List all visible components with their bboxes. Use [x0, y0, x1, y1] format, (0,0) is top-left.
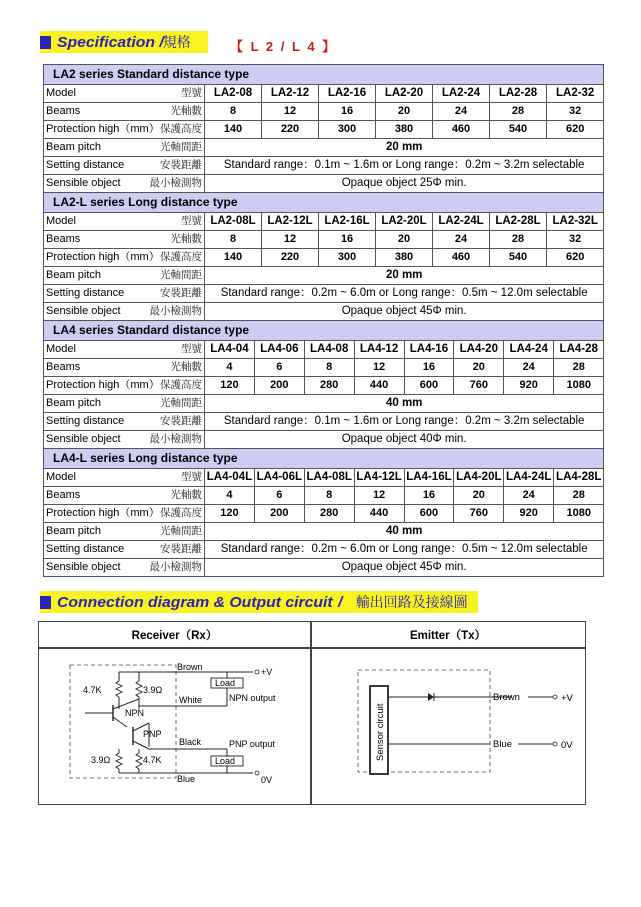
- model-cell: LA2-08: [205, 85, 262, 103]
- row-label: [44, 431, 205, 449]
- row-label-cn: 保護高度: [160, 251, 202, 263]
- series-title-row: [44, 321, 604, 341]
- beams-cell: 16: [319, 103, 376, 121]
- wire-brown-label: Brown: [177, 662, 203, 672]
- protection-cell: 540: [490, 121, 547, 139]
- protection-cell: 760: [454, 505, 504, 523]
- row-label: [44, 341, 205, 359]
- row-setting-distance: [44, 285, 604, 303]
- resistor-r4-label: 4.7K: [143, 755, 162, 765]
- row-label-en: Beam pitch: [46, 525, 102, 537]
- pnp-label: PNP: [143, 729, 162, 739]
- model-cell: LA2-12: [262, 85, 319, 103]
- beams-cell: 8: [304, 359, 354, 377]
- sensible-object-cell: Opaque object 40Φ min.: [205, 431, 604, 449]
- protection-cell: 380: [376, 249, 433, 267]
- model-cell: LA4-12: [354, 341, 404, 359]
- series-title: LA2 series Standard distance type: [44, 65, 604, 85]
- row-setting-distance: [44, 541, 604, 559]
- row-label-cn: 保護高度: [160, 379, 202, 391]
- setting-distance-cell: Standard range：0.1m ~ 1.6m or Long range：0.2m ~ 3.2m selectable: [205, 157, 604, 175]
- model-cell: LA4-04: [205, 341, 255, 359]
- model-cell: LA4-28: [554, 341, 604, 359]
- row-label-cn: 光軸數: [170, 105, 202, 117]
- sensible-object-cell: Opaque object 25Φ min.: [205, 175, 604, 193]
- row-model: [44, 85, 604, 103]
- row-label: [44, 121, 205, 139]
- beams-cell: 12: [354, 359, 404, 377]
- setting-distance-cell: Standard range：0.1m ~ 1.6m or Long range：0.2m ~ 3.2m selectable: [205, 413, 604, 431]
- row-beams: [44, 103, 604, 121]
- beams-cell: 16: [404, 487, 454, 505]
- row-label-cn: 型號: [181, 471, 202, 483]
- sensible-object-cell: Opaque object 45Φ min.: [205, 559, 604, 577]
- model-cell: LA4-20L: [454, 469, 504, 487]
- models-tag: 【 L 2 / L 4 】: [230, 39, 338, 54]
- spec-table: [43, 64, 604, 577]
- row-label: [44, 175, 205, 193]
- protection-cell: 760: [454, 377, 504, 395]
- row-label-cn: 保護高度: [160, 123, 202, 135]
- model-cell: LA4-16: [404, 341, 454, 359]
- rx-vplus-label: +V: [261, 667, 273, 677]
- row-label: [44, 505, 205, 523]
- row-label-en: Protection high（mm）: [46, 251, 160, 263]
- row-label: [44, 487, 205, 505]
- protection-cell: 920: [504, 505, 554, 523]
- row-label-cn: 光軸間距: [160, 269, 202, 281]
- protection-cell: 440: [354, 377, 404, 395]
- protection-cell: 220: [262, 249, 319, 267]
- row-label-en: Sensible object: [46, 305, 121, 317]
- wire-blue-label: Blue: [177, 774, 196, 784]
- row-model: [44, 213, 604, 231]
- row-beam-pitch: [44, 139, 604, 157]
- row-label-en: Protection high（mm）: [46, 123, 160, 135]
- row-label-cn: 型號: [181, 87, 202, 99]
- row-label-en: Model: [46, 215, 76, 227]
- row-label-en: Beam pitch: [46, 141, 102, 153]
- wire-white-label: White: [179, 695, 203, 705]
- beams-cell: 24: [504, 359, 554, 377]
- spec-header: [40, 31, 208, 53]
- row-label-cn: 光軸數: [170, 233, 202, 245]
- model-cell: LA2-28L: [490, 213, 547, 231]
- resistor-r3-label: 3.9Ω: [91, 755, 111, 765]
- protection-cell: 460: [433, 249, 490, 267]
- protection-cell: 620: [547, 121, 604, 139]
- model-cell: LA2-12L: [262, 213, 319, 231]
- row-label: [44, 523, 205, 541]
- row-label-en: Model: [46, 343, 76, 355]
- row-sensible-object: [44, 175, 604, 193]
- pnp-output-label: PNP output: [229, 739, 275, 749]
- row-label-cn: 最小檢測物: [149, 433, 202, 445]
- beams-cell: 6: [254, 359, 304, 377]
- protection-cell: 140: [205, 249, 262, 267]
- model-cell: LA4-08: [304, 341, 354, 359]
- row-label-cn: 型號: [181, 215, 202, 227]
- row-label: [44, 249, 205, 267]
- row-label: [44, 213, 205, 231]
- beams-cell: 24: [504, 487, 554, 505]
- row-label-en: Model: [46, 87, 76, 99]
- connection-header: [40, 591, 478, 613]
- row-beams: [44, 487, 604, 505]
- tx-vplus-label: +V: [561, 693, 573, 704]
- row-sensible-object: [44, 303, 604, 321]
- model-cell: LA4-16L: [404, 469, 454, 487]
- row-beam-pitch: [44, 523, 604, 541]
- row-label-en: Beams: [46, 489, 81, 501]
- row-label-en: Model: [46, 471, 76, 483]
- model-cell: LA4-06L: [254, 469, 304, 487]
- model-cell: LA4-24: [504, 341, 554, 359]
- row-label-cn: 最小檢測物: [149, 177, 202, 189]
- protection-cell: 600: [404, 505, 454, 523]
- row-protection-high: [44, 249, 604, 267]
- connection-title-en: Connection diagram & Output circuit: [57, 593, 333, 611]
- beam-pitch-cell: 40 mm: [205, 523, 604, 541]
- model-cell: LA2-16: [319, 85, 376, 103]
- row-label-cn: 安裝距離: [160, 287, 202, 299]
- model-cell: LA2-24: [433, 85, 490, 103]
- row-label: [44, 377, 205, 395]
- row-protection-high: [44, 121, 604, 139]
- beams-cell: 4: [205, 359, 255, 377]
- protection-cell: 620: [547, 249, 604, 267]
- beams-cell: 20: [454, 359, 504, 377]
- beams-cell: 6: [254, 487, 304, 505]
- protection-cell: 1080: [554, 505, 604, 523]
- model-cell: LA2-24L: [433, 213, 490, 231]
- protection-cell: 120: [205, 505, 255, 523]
- row-setting-distance: [44, 157, 604, 175]
- row-beams: [44, 359, 604, 377]
- row-sensible-object: [44, 559, 604, 577]
- row-label-en: Beams: [46, 105, 81, 117]
- protection-cell: 280: [304, 505, 354, 523]
- row-label: [44, 231, 205, 249]
- beams-cell: 8: [205, 231, 262, 249]
- model-cell: LA2-32: [547, 85, 604, 103]
- model-cell: LA2-20L: [376, 213, 433, 231]
- series-title-row: [44, 449, 604, 469]
- protection-cell: 300: [319, 249, 376, 267]
- protection-cell: 540: [490, 249, 547, 267]
- row-label-cn: 保護高度: [160, 507, 202, 519]
- sensor-circuit-label: Sensor circuit: [375, 703, 386, 761]
- emitter-title: Emitter（Tx）: [409, 630, 487, 642]
- model-cell: LA4-28L: [554, 469, 604, 487]
- row-label-en: Setting distance: [46, 543, 125, 555]
- row-protection-high: [44, 505, 604, 523]
- load2-label: Load: [215, 756, 236, 766]
- row-label-en: Protection high（mm）: [46, 507, 160, 519]
- row-label-cn: 光軸數: [170, 489, 202, 501]
- protection-cell: 440: [354, 505, 404, 523]
- row-label: [44, 103, 205, 121]
- protection-cell: 300: [319, 121, 376, 139]
- beams-cell: 4: [205, 487, 255, 505]
- row-label-en: Beams: [46, 361, 81, 373]
- beams-cell: 32: [547, 103, 604, 121]
- row-label: [44, 267, 205, 285]
- protection-cell: 600: [404, 377, 454, 395]
- row-beams: [44, 231, 604, 249]
- beams-cell: 16: [319, 231, 376, 249]
- series-title-row: [44, 193, 604, 213]
- series-title: LA4-L series Long distance type: [44, 449, 604, 469]
- beams-cell: 20: [376, 231, 433, 249]
- row-label-cn: 安裝距離: [160, 415, 202, 427]
- protection-cell: 200: [254, 377, 304, 395]
- row-protection-high: [44, 377, 604, 395]
- beams-cell: 20: [454, 487, 504, 505]
- series-title: LA2-L series Long distance type: [44, 193, 604, 213]
- row-model: [44, 469, 604, 487]
- model-cell: LA2-20: [376, 85, 433, 103]
- series-title: LA4 series Standard distance type: [44, 321, 604, 341]
- model-cell: LA4-12L: [354, 469, 404, 487]
- beams-cell: 8: [205, 103, 262, 121]
- model-cell: LA4-20: [454, 341, 504, 359]
- row-label: [44, 559, 205, 577]
- beams-cell: 32: [547, 231, 604, 249]
- beams-cell: 28: [554, 487, 604, 505]
- tx-brown-label: Brown: [493, 692, 520, 703]
- npn-label: NPN: [125, 708, 145, 718]
- emitter-schematic: [312, 649, 584, 804]
- beams-cell: 8: [304, 487, 354, 505]
- resistor-r2-label: 3.9Ω: [143, 685, 163, 695]
- row-sensible-object: [44, 431, 604, 449]
- resistor-r1-label: 4.7K: [83, 685, 102, 695]
- beams-cell: 28: [490, 103, 547, 121]
- row-label-en: Beam pitch: [46, 269, 102, 281]
- load1-label: Load: [215, 678, 236, 688]
- connection-diagram: [38, 621, 586, 805]
- beams-cell: 28: [554, 359, 604, 377]
- protection-cell: 200: [254, 505, 304, 523]
- model-cell: LA2-16L: [319, 213, 376, 231]
- row-label-cn: 光軸數: [170, 361, 202, 373]
- setting-distance-cell: Standard range：0.2m ~ 6.0m or Long range：0.5m ~ 12.0m selectable: [205, 541, 604, 559]
- row-label-cn: 光軸間距: [160, 525, 202, 537]
- beams-cell: 20: [376, 103, 433, 121]
- receiver-schematic: [39, 649, 309, 804]
- row-label-en: Beams: [46, 233, 81, 245]
- beams-cell: 12: [262, 231, 319, 249]
- model-cell: LA4-04L: [205, 469, 255, 487]
- row-label: [44, 541, 205, 559]
- beams-cell: 16: [404, 359, 454, 377]
- row-label-en: Setting distance: [46, 415, 125, 427]
- row-label-cn: 安裝距離: [160, 159, 202, 171]
- row-label: [44, 395, 205, 413]
- model-cell: LA4-24L: [504, 469, 554, 487]
- receiver-title: Receiver（Rx）: [131, 630, 218, 642]
- row-label-en: Protection high（mm）: [46, 379, 160, 391]
- beams-cell: 24: [433, 103, 490, 121]
- row-label: [44, 413, 205, 431]
- row-beam-pitch: [44, 395, 604, 413]
- protection-cell: 460: [433, 121, 490, 139]
- sensible-object-cell: Opaque object 45Φ min.: [205, 303, 604, 321]
- beam-pitch-cell: 40 mm: [205, 395, 604, 413]
- spec-title-en: Specification /: [57, 33, 164, 51]
- protection-cell: 380: [376, 121, 433, 139]
- row-setting-distance: [44, 413, 604, 431]
- protection-cell: 120: [205, 377, 255, 395]
- model-cell: LA4-08L: [304, 469, 354, 487]
- row-label-en: Setting distance: [46, 287, 125, 299]
- row-label-cn: 最小檢測物: [149, 305, 202, 317]
- square-bullet-icon: [40, 596, 51, 609]
- beams-cell: 12: [354, 487, 404, 505]
- protection-cell: 280: [304, 377, 354, 395]
- tx-0v-label: 0V: [561, 740, 573, 751]
- model-cell: LA2-08L: [205, 213, 262, 231]
- model-cell: LA2-32L: [547, 213, 604, 231]
- tx-blue-label: Blue: [493, 739, 513, 750]
- row-label: [44, 469, 205, 487]
- row-label-cn: 安裝距離: [160, 543, 202, 555]
- row-label-cn: 光軸間距: [160, 397, 202, 409]
- row-label-cn: 型號: [181, 343, 202, 355]
- model-cell: LA4-06: [254, 341, 304, 359]
- wire-black-label: Black: [179, 737, 202, 747]
- row-label: [44, 303, 205, 321]
- beam-pitch-cell: 20 mm: [205, 139, 604, 157]
- rx-0v-label: 0V: [261, 775, 273, 785]
- setting-distance-cell: Standard range：0.2m ~ 6.0m or Long range：0.5m ~ 12.0m selectable: [205, 285, 604, 303]
- model-cell: LA2-28: [490, 85, 547, 103]
- row-label-cn: 光軸間距: [160, 141, 202, 153]
- npn-output-label: NPN output: [229, 693, 276, 703]
- row-label: [44, 359, 205, 377]
- row-label-en: Setting distance: [46, 159, 125, 171]
- row-label-en: Sensible object: [46, 433, 121, 445]
- protection-cell: 140: [205, 121, 262, 139]
- row-label: [44, 157, 205, 175]
- row-beam-pitch: [44, 267, 604, 285]
- row-label-en: Sensible object: [46, 177, 121, 189]
- square-bullet-icon: [40, 36, 51, 49]
- row-label-en: Sensible object: [46, 561, 121, 573]
- connection-title-slash: /: [337, 593, 342, 611]
- row-label: [44, 285, 205, 303]
- spec-title-cn: 規格: [162, 35, 191, 51]
- protection-cell: 220: [262, 121, 319, 139]
- beam-pitch-cell: 20 mm: [205, 267, 604, 285]
- row-label-en: Beam pitch: [46, 397, 102, 409]
- protection-cell: 1080: [554, 377, 604, 395]
- series-title-row: [44, 65, 604, 85]
- row-label-cn: 最小檢測物: [149, 561, 202, 573]
- row-model: [44, 341, 604, 359]
- beams-cell: 28: [490, 231, 547, 249]
- connection-title-cn: 輸出回路及接線圖: [355, 595, 468, 611]
- row-label: [44, 85, 205, 103]
- beams-cell: 24: [433, 231, 490, 249]
- beams-cell: 12: [262, 103, 319, 121]
- row-label: [44, 139, 205, 157]
- protection-cell: 920: [504, 377, 554, 395]
